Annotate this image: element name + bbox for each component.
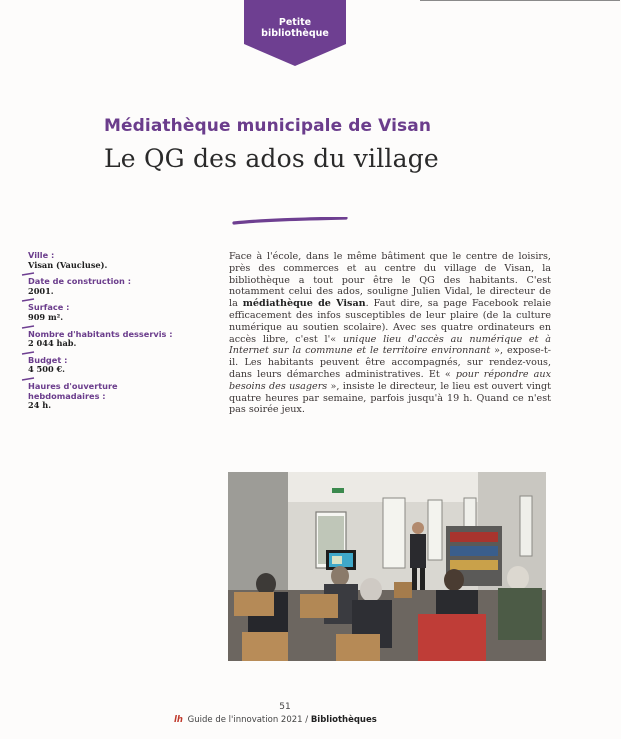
fact-label: Date de construction : — [28, 276, 132, 287]
badge-line-1: Petite — [278, 17, 312, 28]
badge-line-2: bibliothèque — [261, 28, 329, 39]
footer-guide: Guide de l'innovation 2021 / — [187, 715, 309, 725]
section-badge — [244, 0, 346, 66]
badge-label — [244, 17, 346, 39]
body-text-segment: . Faut dire, sa page Facebook relaie efficacement des infos susceptibles de leur plaire (de la culture numérique au soutien scolaire). Avec ses quatre ordinateurs en accès libre, c'est l'« — [229, 298, 551, 345]
fact-label: Ville : — [28, 250, 55, 260]
fact-value: 909 m². — [28, 311, 64, 322]
fact-label: Budget : — [28, 354, 68, 365]
fact-item — [28, 303, 178, 322]
fact-label: Surface : — [28, 302, 70, 313]
article-body — [229, 251, 551, 416]
article-title: Le QG des ados du village — [104, 144, 439, 173]
library-photo — [228, 472, 546, 661]
fact-item — [28, 330, 178, 349]
fact-dash — [21, 298, 35, 302]
fact-dash — [21, 325, 35, 329]
fact-dash — [21, 377, 35, 381]
top-rule — [420, 0, 620, 1]
fact-value: 4 500 €. — [28, 364, 66, 375]
photo-illustration — [228, 472, 546, 661]
page-footer — [0, 702, 621, 732]
fact-value: 2 044 hab. — [28, 338, 77, 349]
fact-value: Visan (Vaucluse). — [28, 259, 108, 270]
footer-section: Bibliothèques — [310, 715, 377, 725]
fact-item — [28, 356, 178, 375]
footer-publication — [174, 715, 414, 725]
fact-value: 24 h. — [28, 400, 52, 411]
title-underline — [232, 210, 348, 229]
article-kicker: Médiathèque municipale de Visan — [104, 116, 432, 136]
body-text-segment: Face à l'école, dans le même bâtiment que le centre de loisirs, près des commerces et au centre du village de Visan, la bibliothèque a tout pour être le QG des habitants. C'est notamment celui des ados, souligne Julien Vidal, le directeur de la — [229, 251, 551, 310]
body-text-segment: », insiste le directeur, le lieu est ouvert vingt quatre heures par semaine, parfois jusqu'à 19 h. Quand ce n'est pas soirée jeux. — [229, 380, 551, 416]
publication-logo: lh — [174, 715, 183, 725]
body-text-quote: pour répondre aux besoins des usagers — [229, 368, 551, 392]
fact-dash — [21, 272, 35, 276]
fact-box — [28, 251, 178, 418]
fact-item — [28, 277, 178, 296]
fact-label: Nombre d'habitants desservis : — [28, 328, 173, 339]
fact-dash — [21, 351, 35, 355]
page-number: 51 — [279, 702, 291, 712]
fact-label: Haures d'ouverture hebdomadaires : — [28, 380, 118, 401]
fact-item — [28, 251, 178, 270]
body-text-strong: médiathèque de Visan — [242, 298, 366, 310]
body-text-quote: unique lieu d'accès au numérique et à Internet sur la commune et le territoire environnant — [229, 333, 551, 357]
fact-value: 2001. — [28, 285, 54, 296]
body-text-segment: », expose-t-il. Les habitants peuvent être accompagnés, sur rendez-vous, dans leurs démarches administratives. Et « — [229, 345, 551, 380]
fact-item — [28, 382, 178, 411]
